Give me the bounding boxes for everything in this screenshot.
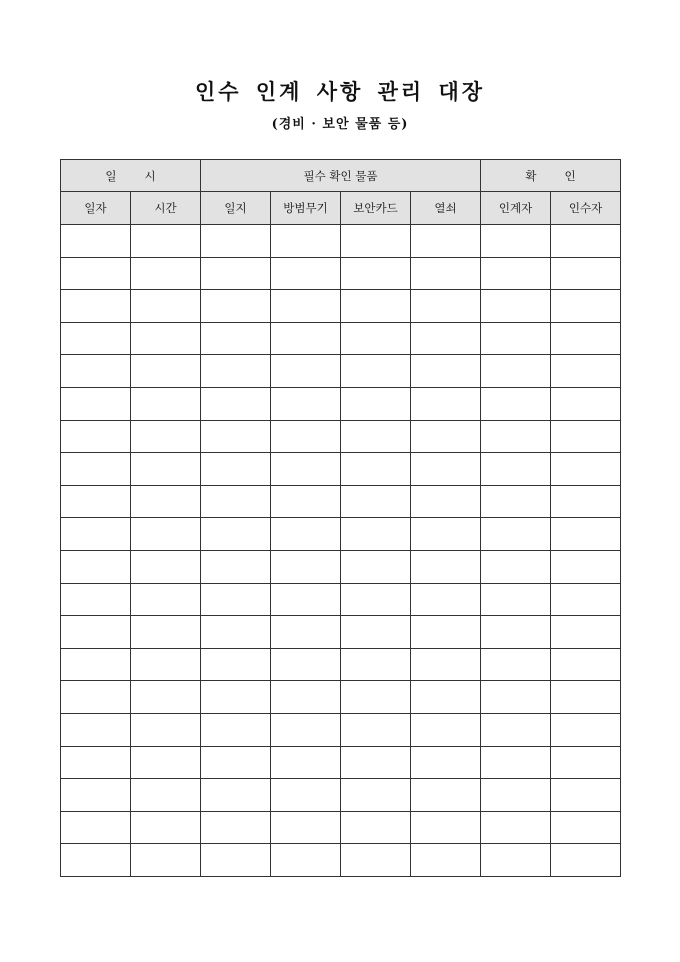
cell-handover-receiver[interactable] bbox=[551, 257, 621, 290]
column-header-log: 일지 bbox=[201, 192, 271, 225]
cell-handover-giver[interactable] bbox=[481, 290, 551, 323]
table-row bbox=[61, 648, 621, 681]
table-row bbox=[61, 387, 621, 420]
cell-handover-receiver[interactable] bbox=[551, 355, 621, 388]
cell-crime-prevention-weapon[interactable] bbox=[271, 681, 341, 714]
cell-handover-giver[interactable] bbox=[481, 453, 551, 486]
cell-time[interactable] bbox=[131, 844, 201, 877]
group-header-confirmation bbox=[481, 160, 621, 192]
cell-date[interactable] bbox=[61, 681, 131, 714]
cell-time[interactable] bbox=[131, 713, 201, 746]
cell-date[interactable] bbox=[61, 225, 131, 258]
cell-security-card[interactable] bbox=[341, 453, 411, 486]
cell-handover-giver[interactable] bbox=[481, 616, 551, 649]
cell-security-card[interactable] bbox=[341, 355, 411, 388]
cell-handover-giver[interactable] bbox=[481, 550, 551, 583]
cell-date[interactable] bbox=[61, 290, 131, 323]
group-header-confirmation-part-2: 인 bbox=[564, 168, 576, 183]
cell-handover-receiver[interactable] bbox=[551, 746, 621, 779]
cell-crime-prevention-weapon[interactable] bbox=[271, 746, 341, 779]
cell-key[interactable] bbox=[411, 322, 481, 355]
cell-log[interactable] bbox=[201, 811, 271, 844]
cell-time[interactable] bbox=[131, 746, 201, 779]
cell-crime-prevention-weapon[interactable] bbox=[271, 616, 341, 649]
cell-log[interactable] bbox=[201, 387, 271, 420]
cell-handover-giver[interactable] bbox=[481, 420, 551, 453]
cell-handover-receiver[interactable] bbox=[551, 518, 621, 551]
cell-handover-giver[interactable] bbox=[481, 355, 551, 388]
cell-log[interactable] bbox=[201, 257, 271, 290]
cell-key[interactable] bbox=[411, 844, 481, 877]
cell-handover-receiver[interactable] bbox=[551, 844, 621, 877]
cell-security-card[interactable] bbox=[341, 811, 411, 844]
cell-log[interactable] bbox=[201, 518, 271, 551]
cell-date[interactable] bbox=[61, 746, 131, 779]
table-row bbox=[61, 420, 621, 453]
cell-security-card[interactable] bbox=[341, 518, 411, 551]
cell-security-card[interactable] bbox=[341, 485, 411, 518]
cell-handover-receiver[interactable] bbox=[551, 322, 621, 355]
cell-security-card[interactable] bbox=[341, 681, 411, 714]
cell-security-card[interactable] bbox=[341, 322, 411, 355]
cell-handover-giver[interactable] bbox=[481, 779, 551, 812]
table-row bbox=[61, 681, 621, 714]
cell-handover-receiver[interactable] bbox=[551, 779, 621, 812]
cell-crime-prevention-weapon[interactable] bbox=[271, 583, 341, 616]
cell-security-card[interactable] bbox=[341, 616, 411, 649]
cell-date[interactable] bbox=[61, 355, 131, 388]
cell-log[interactable] bbox=[201, 648, 271, 681]
cell-crime-prevention-weapon[interactable] bbox=[271, 355, 341, 388]
table-row bbox=[61, 550, 621, 583]
cell-crime-prevention-weapon[interactable] bbox=[271, 453, 341, 486]
table-row bbox=[61, 713, 621, 746]
cell-handover-receiver[interactable] bbox=[551, 420, 621, 453]
cell-handover-giver[interactable] bbox=[481, 648, 551, 681]
cell-key[interactable] bbox=[411, 355, 481, 388]
table-row bbox=[61, 257, 621, 290]
table-row bbox=[61, 616, 621, 649]
cell-date[interactable] bbox=[61, 257, 131, 290]
cell-key[interactable] bbox=[411, 453, 481, 486]
cell-time[interactable] bbox=[131, 616, 201, 649]
cell-date[interactable] bbox=[61, 616, 131, 649]
table-row bbox=[61, 518, 621, 551]
table-row bbox=[61, 779, 621, 812]
cell-time[interactable] bbox=[131, 550, 201, 583]
cell-date[interactable] bbox=[61, 811, 131, 844]
cell-handover-receiver[interactable] bbox=[551, 453, 621, 486]
column-header-handover-receiver: 인수자 bbox=[551, 192, 621, 225]
cell-security-card[interactable] bbox=[341, 583, 411, 616]
cell-handover-receiver[interactable] bbox=[551, 550, 621, 583]
page-subtitle: (경비 · 보안 물품 등) bbox=[271, 117, 409, 132]
cell-time[interactable] bbox=[131, 681, 201, 714]
cell-log[interactable] bbox=[201, 681, 271, 714]
cell-handover-receiver[interactable] bbox=[551, 387, 621, 420]
cell-key[interactable] bbox=[411, 648, 481, 681]
cell-time[interactable] bbox=[131, 257, 201, 290]
column-header-date: 일자 bbox=[61, 192, 131, 225]
cell-key[interactable] bbox=[411, 616, 481, 649]
cell-handover-giver[interactable] bbox=[481, 583, 551, 616]
cell-log[interactable] bbox=[201, 485, 271, 518]
cell-time[interactable] bbox=[131, 518, 201, 551]
cell-date[interactable] bbox=[61, 322, 131, 355]
cell-handover-receiver[interactable] bbox=[551, 616, 621, 649]
cell-key[interactable] bbox=[411, 550, 481, 583]
cell-crime-prevention-weapon[interactable] bbox=[271, 420, 341, 453]
cell-handover-receiver[interactable] bbox=[551, 648, 621, 681]
cell-time[interactable] bbox=[131, 583, 201, 616]
cell-log[interactable] bbox=[201, 355, 271, 388]
cell-date[interactable] bbox=[61, 844, 131, 877]
cell-time[interactable] bbox=[131, 355, 201, 388]
group-header-confirmation-part-1: 확 bbox=[525, 168, 537, 183]
cell-log[interactable] bbox=[201, 550, 271, 583]
cell-handover-giver[interactable] bbox=[481, 257, 551, 290]
cell-security-card[interactable] bbox=[341, 387, 411, 420]
cell-handover-receiver[interactable] bbox=[551, 811, 621, 844]
cell-date[interactable] bbox=[61, 387, 131, 420]
cell-crime-prevention-weapon[interactable] bbox=[271, 844, 341, 877]
table-row bbox=[61, 844, 621, 877]
cell-key[interactable] bbox=[411, 681, 481, 714]
cell-crime-prevention-weapon[interactable] bbox=[271, 550, 341, 583]
table-row bbox=[61, 322, 621, 355]
cell-time[interactable] bbox=[131, 387, 201, 420]
cell-time[interactable] bbox=[131, 290, 201, 323]
cell-key[interactable] bbox=[411, 387, 481, 420]
cell-log[interactable] bbox=[201, 322, 271, 355]
cell-key[interactable] bbox=[411, 779, 481, 812]
column-header-handover-giver: 인계자 bbox=[481, 192, 551, 225]
cell-date[interactable] bbox=[61, 453, 131, 486]
cell-time[interactable] bbox=[131, 225, 201, 258]
cell-handover-giver[interactable] bbox=[481, 485, 551, 518]
cell-security-card[interactable] bbox=[341, 844, 411, 877]
cell-date[interactable] bbox=[61, 550, 131, 583]
cell-crime-prevention-weapon[interactable] bbox=[271, 518, 341, 551]
cell-handover-giver[interactable] bbox=[481, 225, 551, 258]
cell-date[interactable] bbox=[61, 420, 131, 453]
table-row bbox=[61, 225, 621, 258]
cell-key[interactable] bbox=[411, 583, 481, 616]
cell-time[interactable] bbox=[131, 811, 201, 844]
cell-handover-receiver[interactable] bbox=[551, 681, 621, 714]
cell-time[interactable] bbox=[131, 322, 201, 355]
cell-handover-giver[interactable] bbox=[481, 844, 551, 877]
cell-log[interactable] bbox=[201, 583, 271, 616]
cell-handover-receiver[interactable] bbox=[551, 225, 621, 258]
cell-security-card[interactable] bbox=[341, 420, 411, 453]
cell-crime-prevention-weapon[interactable] bbox=[271, 257, 341, 290]
cell-crime-prevention-weapon[interactable] bbox=[271, 648, 341, 681]
cell-crime-prevention-weapon[interactable] bbox=[271, 779, 341, 812]
cell-crime-prevention-weapon[interactable] bbox=[271, 290, 341, 323]
cell-date[interactable] bbox=[61, 779, 131, 812]
cell-log[interactable] bbox=[201, 616, 271, 649]
cell-log[interactable] bbox=[201, 779, 271, 812]
cell-key[interactable] bbox=[411, 518, 481, 551]
cell-time[interactable] bbox=[131, 453, 201, 486]
table-row bbox=[61, 290, 621, 323]
column-header-row bbox=[61, 192, 621, 225]
cell-security-card[interactable] bbox=[341, 257, 411, 290]
cell-handover-receiver[interactable] bbox=[551, 583, 621, 616]
cell-handover-receiver[interactable] bbox=[551, 290, 621, 323]
cell-security-card[interactable] bbox=[341, 225, 411, 258]
cell-handover-receiver[interactable] bbox=[551, 485, 621, 518]
group-header-datetime bbox=[61, 160, 201, 192]
cell-key[interactable] bbox=[411, 485, 481, 518]
cell-key[interactable] bbox=[411, 420, 481, 453]
cell-time[interactable] bbox=[131, 420, 201, 453]
cell-key[interactable] bbox=[411, 713, 481, 746]
cell-date[interactable] bbox=[61, 485, 131, 518]
cell-crime-prevention-weapon[interactable] bbox=[271, 485, 341, 518]
cell-date[interactable] bbox=[61, 518, 131, 551]
cell-log[interactable] bbox=[201, 420, 271, 453]
cell-key[interactable] bbox=[411, 257, 481, 290]
handover-ledger-table bbox=[60, 159, 621, 877]
cell-crime-prevention-weapon[interactable] bbox=[271, 713, 341, 746]
cell-security-card[interactable] bbox=[341, 550, 411, 583]
group-header-required-items: 필수 확인 물품 bbox=[201, 160, 481, 192]
cell-handover-giver[interactable] bbox=[481, 387, 551, 420]
table-row bbox=[61, 583, 621, 616]
table-row bbox=[61, 746, 621, 779]
cell-log[interactable] bbox=[201, 844, 271, 877]
cell-key[interactable] bbox=[411, 290, 481, 323]
cell-date[interactable] bbox=[61, 648, 131, 681]
cell-log[interactable] bbox=[201, 453, 271, 486]
table-row bbox=[61, 453, 621, 486]
cell-log[interactable] bbox=[201, 713, 271, 746]
cell-log[interactable] bbox=[201, 290, 271, 323]
cell-security-card[interactable] bbox=[341, 648, 411, 681]
cell-handover-giver[interactable] bbox=[481, 322, 551, 355]
cell-log[interactable] bbox=[201, 225, 271, 258]
page-title: 인수 인계 사항 관리 대장 bbox=[194, 79, 486, 104]
group-header-datetime-part-1: 일 bbox=[105, 168, 117, 183]
cell-time[interactable] bbox=[131, 648, 201, 681]
cell-crime-prevention-weapon[interactable] bbox=[271, 322, 341, 355]
cell-handover-receiver[interactable] bbox=[551, 713, 621, 746]
cell-key[interactable] bbox=[411, 811, 481, 844]
cell-time[interactable] bbox=[131, 779, 201, 812]
table-row bbox=[61, 355, 621, 388]
cell-security-card[interactable] bbox=[341, 746, 411, 779]
table-row bbox=[61, 811, 621, 844]
column-header-security-card: 보안카드 bbox=[341, 192, 411, 225]
ledger-body bbox=[61, 225, 621, 877]
cell-handover-giver[interactable] bbox=[481, 681, 551, 714]
cell-security-card[interactable] bbox=[341, 290, 411, 323]
cell-handover-giver[interactable] bbox=[481, 811, 551, 844]
cell-crime-prevention-weapon[interactable] bbox=[271, 225, 341, 258]
cell-handover-giver[interactable] bbox=[481, 518, 551, 551]
cell-crime-prevention-weapon[interactable] bbox=[271, 811, 341, 844]
cell-handover-giver[interactable] bbox=[481, 746, 551, 779]
column-header-crime-prevention-weapon: 방범무기 bbox=[271, 192, 341, 225]
cell-date[interactable] bbox=[61, 583, 131, 616]
cell-crime-prevention-weapon[interactable] bbox=[271, 387, 341, 420]
cell-time[interactable] bbox=[131, 485, 201, 518]
cell-security-card[interactable] bbox=[341, 779, 411, 812]
column-header-key: 열쇠 bbox=[411, 192, 481, 225]
cell-security-card[interactable] bbox=[341, 713, 411, 746]
cell-key[interactable] bbox=[411, 746, 481, 779]
cell-date[interactable] bbox=[61, 713, 131, 746]
column-header-time: 시간 bbox=[131, 192, 201, 225]
table-row bbox=[61, 485, 621, 518]
cell-handover-giver[interactable] bbox=[481, 713, 551, 746]
cell-key[interactable] bbox=[411, 225, 481, 258]
cell-log[interactable] bbox=[201, 746, 271, 779]
group-header-datetime-part-2: 시 bbox=[144, 168, 156, 183]
